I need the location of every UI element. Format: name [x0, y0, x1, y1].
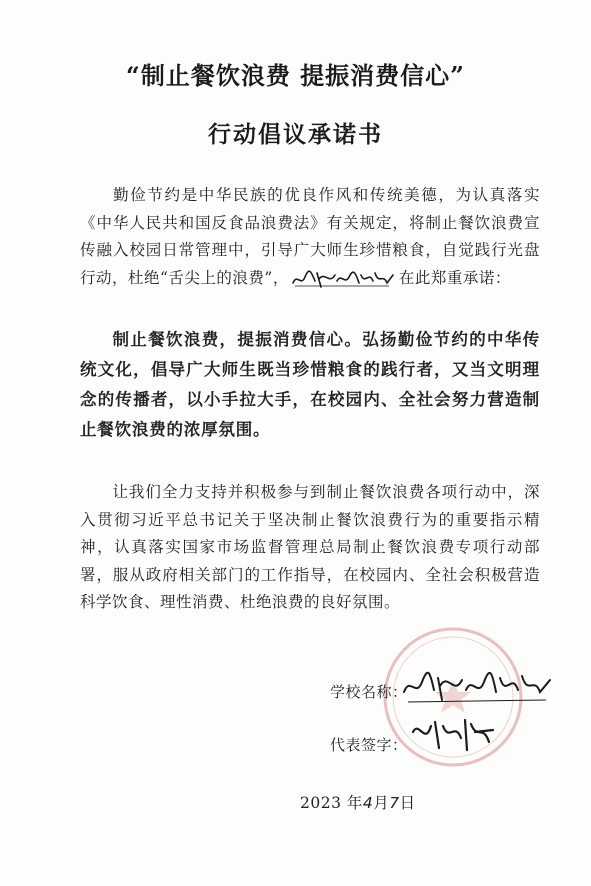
- paragraph-pledge-text: 制止餐饮浪费，提振消费信心。弘扬勤俭节约的中华传统文化，倡导广大师生既当珍惜粮食的践行者，又当文明理念的传播者，以小手拉大手，在校园内、全社会努力营造制止餐饮浪费的浓厚氛围。: [80, 330, 540, 439]
- document-title: “制止餐饮浪费 提振消费信心”: [126, 61, 465, 90]
- representative-signature-label: 代表签字：: [330, 736, 408, 754]
- paragraph-intro-tail: 在此郑重承诺：: [398, 268, 511, 287]
- date-day: 7: [389, 794, 400, 812]
- paragraph-pledge: [80, 325, 540, 445]
- school-name-handwriting: [398, 662, 558, 712]
- document-subtitle: 行动倡议承诺书: [208, 121, 383, 148]
- paragraph-intro-text: 勤俭节约是中华民族的优良作风和传统美德，为认真落实《中华人民共和国反食品浪费法》有关规定，将制止餐饮浪费宣传融入校园日常管理中，引导广大师生珍惜粮食，自觉践行光盘行动，杜绝“舌尖上的浪费”，: [80, 186, 540, 287]
- date-year: 2023 年: [300, 794, 363, 812]
- paragraph-call-text: 让我们全力支持并积极参与到制止餐饮浪费各项行动中，深入贯彻习近平总书记关于坚决制止餐饮浪费行为的重要指示精神，认真落实国家市场监督管理总局制止餐饮浪费专项行动部署，服从政府相关部门的工作指导，在校园内、全社会积极营造科学饮食、理性消费、杜绝浪费的良好氛围。: [80, 483, 540, 611]
- paragraph-call: [80, 479, 540, 617]
- date-day-unit: 日: [399, 794, 416, 812]
- paragraph-intro: [80, 182, 540, 292]
- date-month-unit: 月: [373, 794, 390, 812]
- inline-school-signature: [289, 267, 399, 291]
- date-month: 4: [362, 794, 374, 812]
- school-name-label: 学校名称：: [330, 683, 408, 701]
- representative-signature: [405, 712, 500, 757]
- document-date: [300, 791, 416, 813]
